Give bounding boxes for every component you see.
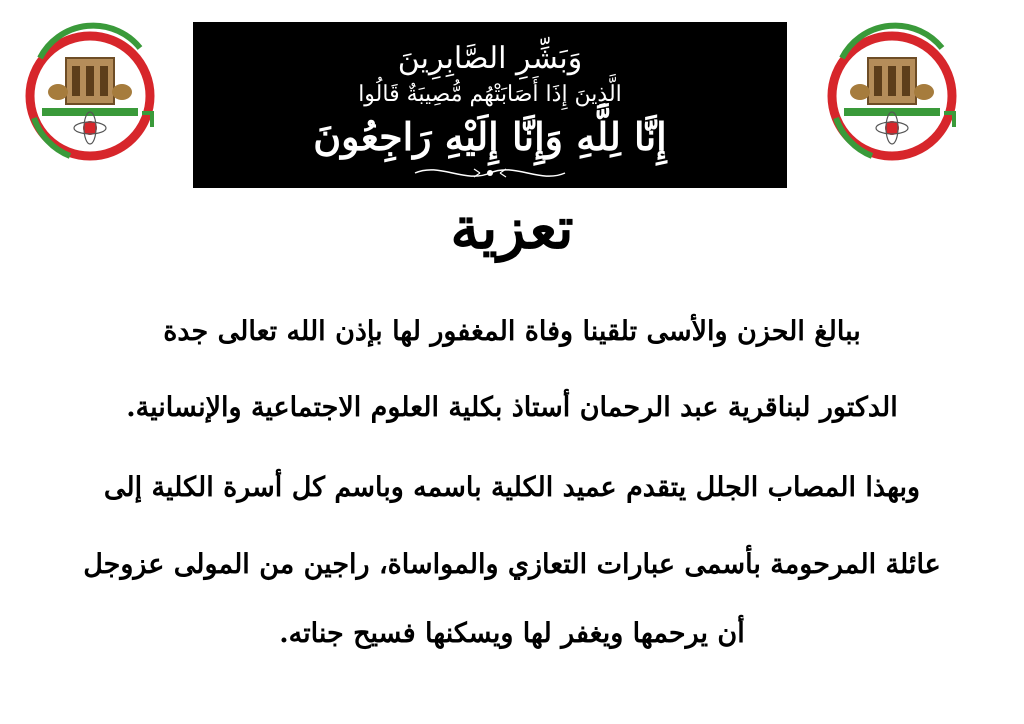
verse-line-2: الَّذِينَ إِذَا أَصَابَتْهُم مُّصِيبَةٌ قَالُوا (358, 82, 622, 107)
quran-verse-banner (193, 22, 787, 188)
body-line: الدكتور لبناقرية عبد الرحمان أستاذ بكلية العلوم الاجتماعية والإنسانية. (126, 392, 898, 423)
body-line: ببالغ الحزن والأسى تلقينا وفاة المغفور لها بإذن الله تعالى جدة (163, 316, 861, 347)
body-line: وبهذا المصاب الجلل يتقدم عميد الكلية باسمه وباسم كل أسرة الكلية إلى (103, 472, 921, 503)
verse-line-1: وَبَشِّرِ الصَّابِرِينَ (397, 41, 583, 76)
page-title: تعزية (450, 194, 574, 262)
university-emblem-icon (822, 18, 972, 168)
verse-line-3: إِنَّا لِلَّهِ وَإِنَّا إِلَيْهِ رَاجِعُونَ (313, 114, 667, 159)
body-line: عائلة المرحومة بأسمى عبارات التعازي والمواساة، راجين من المولى عزوجل (83, 549, 941, 580)
body-line: أن يرحمها ويغفر لها ويسكنها فسيح جناته. (279, 618, 745, 649)
ornament-icon (410, 162, 570, 184)
university-emblem-icon (20, 18, 170, 168)
